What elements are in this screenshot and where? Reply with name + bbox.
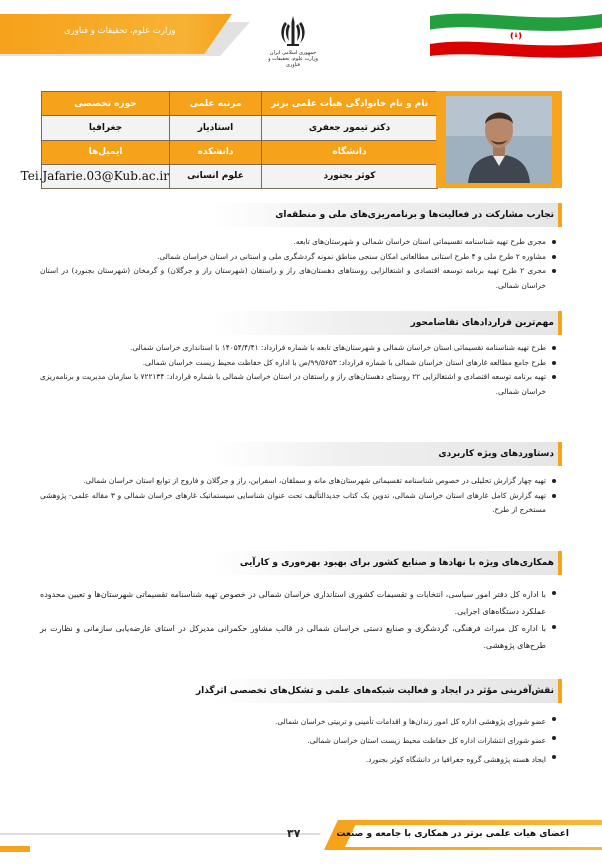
header-cell-faculty: دانشکده xyxy=(170,140,262,164)
person-portrait-icon xyxy=(446,96,552,183)
section-body xyxy=(40,712,558,769)
value-cell-name: دکتر تیمور جعفری xyxy=(262,116,438,140)
section-header xyxy=(212,311,562,335)
profile-table xyxy=(20,91,438,189)
section-title: دستاوردهای ویژه کاربردی xyxy=(438,449,554,459)
header-cell-university: دانشگاه xyxy=(262,140,438,164)
list-item: مشاوره ۲ طرح ملی و ۴ طرح استانی مطالعاتی امکان سنجی مناطق نمونه گردشگری ملی و استانی در استان خراسان شمالی. xyxy=(40,250,558,265)
header-cell-rank: مرتبه علمی xyxy=(170,92,262,116)
photo-frame xyxy=(436,91,562,188)
list-item: طرح تهیه شناسنامه تقسیماتی استان خراسان شمالی و شهرستان‌های تابعه با شماره قرارداد: ۱۴۰۵۴/۴/۴۱ با استانداری خراسان شمالی. xyxy=(40,341,558,356)
section-header xyxy=(212,551,562,575)
section-accent xyxy=(558,442,562,466)
section-body xyxy=(40,474,558,518)
value-cell-field: جغرافیا xyxy=(42,116,170,140)
email-link[interactable]: Tei.Jafarie.03@Kub.ac.ir xyxy=(42,164,170,188)
value-cell-rank: استادیار xyxy=(170,116,262,140)
footer-accent xyxy=(0,846,30,852)
emblem-caption: جمهوری اسلامی ایران وزارت علوم، تحقیقات و فناوری xyxy=(268,50,318,68)
profile-photo xyxy=(446,96,552,183)
list-item: تهیه گزارش کامل غارهای استان خراسان شمالی، تدوین یک کتاب جدیدالتألیف تحت عنوان شناسایی سیستماتیک غارهای خراسان شمالی و ۳ مقاله علمی- پژوهشی مستخرج از طرح. xyxy=(40,489,558,518)
section-accent xyxy=(558,679,562,703)
section-body xyxy=(40,341,558,399)
list-item: مجری ۲ طرح تهیه برنامه توسعه اقتصادی و اشتغالزایی روستاهای دهستان‌های راز و راستقان (شهرستان راز و جرگلان) و گرمخان (شهرستان بجنورد) در استان خراسان شمالی. xyxy=(40,264,558,293)
profile-block xyxy=(20,91,562,188)
value-cell-university: کوثر بجنورد xyxy=(262,164,438,188)
list-item: تهیه چهار گزارش تحلیلی در خصوص شناسنامه تقسیماتی شهرستان‌های مانه و سملقان، اسفراین، راز و جرگلان و فاروج از توابع استان خراسان شمالی. xyxy=(40,474,558,489)
ministry-label: وزارت علوم، تحقیقات و فناوری xyxy=(64,26,176,36)
page-number: ۳۷ xyxy=(287,827,301,840)
list-item: با اداره کل میراث فرهنگی، گردشگری و صنایع دستی خراسان شمالی در قالب مشاور حکمرانی مدیرکل در استای عارضه‌یابی سازمانی و نظارت بر طرح‌های پژوهشی. xyxy=(40,620,558,654)
header-cell-email: ایمیل‌ها xyxy=(42,140,170,164)
section-accent xyxy=(558,311,562,335)
list-item: تهیه برنامه توسعه اقتصادی و اشتغالزایی ۲۲ روستای دهستان‌های راز و راستقان در استان خراسان شمالی با شماره قرارداد: ۷۲۲۱۳۴ با سازمان مدیریت و برنامه‌ریزی خراسان شمالی. xyxy=(40,370,558,399)
section-title: همکاری‌های ویژه با نهادها و صنایع کشور برای بهبود بهره‌وری و کارآیی xyxy=(239,558,554,568)
iran-flag xyxy=(420,10,602,56)
table-row xyxy=(42,92,438,116)
section-accent xyxy=(558,551,562,575)
section-header xyxy=(195,679,562,703)
list-item: مجری طرح تهیه شناسنامه تقسیماتی استان خراسان شمالی و شهرستان‌های تابعه. xyxy=(40,235,558,250)
header-cell-name: نام و نام خانوادگی هیأت علمی برتر xyxy=(262,92,438,116)
value-cell-faculty: علوم انسانی xyxy=(170,164,262,188)
section-header xyxy=(212,442,562,466)
list-item: طرح جامع مطالعه غارهای استان خراسان شمالی با شماره قرارداد: ۹۹/۵۶۵۳/ص با اداره کل حفاظت محیط زیست خراسان شمالی. xyxy=(40,356,558,371)
list-item: ایجاد هسته پژوهشی گروه جغرافیا در دانشگاه کوثر بجنورد. xyxy=(40,750,558,769)
section-title: تجارب مشارکت در فعالیت‌ها و برنامه‌ریزی‌های ملی و منطقه‌ای xyxy=(275,210,554,220)
section-body xyxy=(40,235,558,293)
list-item: عضو شورای پژوهشی اداره کل امور زندان‌ها و اقدامات تأمینی و تربیتی خراسان شمالی. xyxy=(40,712,558,731)
section-header xyxy=(212,203,562,227)
table-row xyxy=(42,140,438,164)
table-row xyxy=(42,164,438,188)
section-title: نقش‌آفرینی مؤثر در ایجاد و فعالیت شبکه‌های علمی و تشکل‌های تخصصی اثرگذار xyxy=(195,686,554,696)
list-item: عضو شورای انتشارات اداره کل حفاظت محیط زیست استان خراسان شمالی. xyxy=(40,731,558,750)
section-body xyxy=(40,586,558,654)
footer-title: اعضای هیات علمی برتر در همکاری با جامعه و صنعت xyxy=(336,829,569,839)
footer-rule xyxy=(0,833,320,835)
section-title: مهم‌ترین قراردادهای تقاضامحور xyxy=(410,318,554,328)
header-cell-field: حوزه تخصصی xyxy=(42,92,170,116)
table-row xyxy=(42,116,438,140)
list-item: با اداره کل دفتر امور سیاسی، انتخابات و تقسیمات کشوری استانداری خراسان شمالی در خصوص تهیه شناسنامه تقسیماتی شهرستان‌ها و تعیین محدوده عملکرد دستگاه‌های اجرایی. xyxy=(40,586,558,620)
section-accent xyxy=(558,203,562,227)
